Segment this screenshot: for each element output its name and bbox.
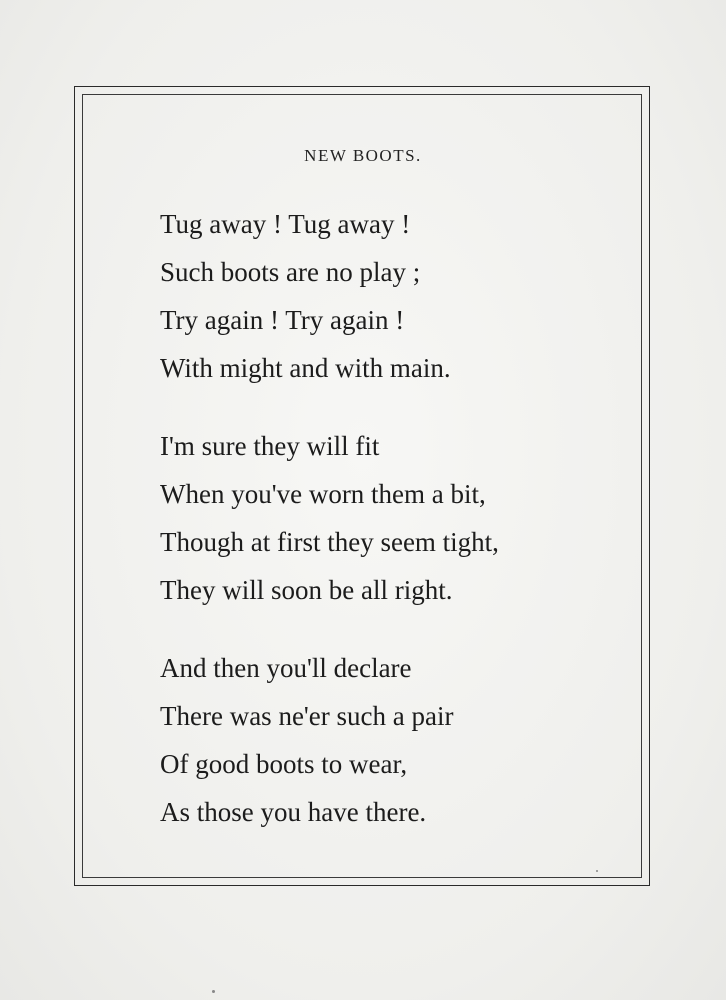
poem-body: [160, 200, 630, 836]
stanza-2: [160, 422, 630, 614]
poem-line: Try again ! Try again !: [160, 305, 405, 335]
poem-line: With might and with main.: [160, 353, 451, 383]
poem-line: I'm sure they will fit: [160, 431, 380, 461]
paper-speck: [596, 870, 598, 872]
poem-line: Of good boots to wear,: [160, 749, 408, 779]
poem-line: As those you have there.: [160, 797, 427, 827]
poem-line: Tug away ! Tug away !: [160, 209, 411, 239]
poem-line: Such boots are no play ;: [160, 257, 421, 287]
poem-line: They will soon be all right.: [160, 575, 453, 605]
poem-line: And then you'll declare: [160, 653, 412, 683]
poem-line: Though at first they seem tight,: [160, 527, 499, 557]
stanza-3: [160, 644, 630, 836]
poem-title: NEW BOOTS.: [304, 146, 422, 165]
stanza-1: [160, 200, 630, 392]
poem-line: There was ne'er such a pair: [160, 701, 454, 731]
paper-speck: [212, 990, 215, 993]
poem-line: When you've worn them a bit,: [160, 479, 486, 509]
